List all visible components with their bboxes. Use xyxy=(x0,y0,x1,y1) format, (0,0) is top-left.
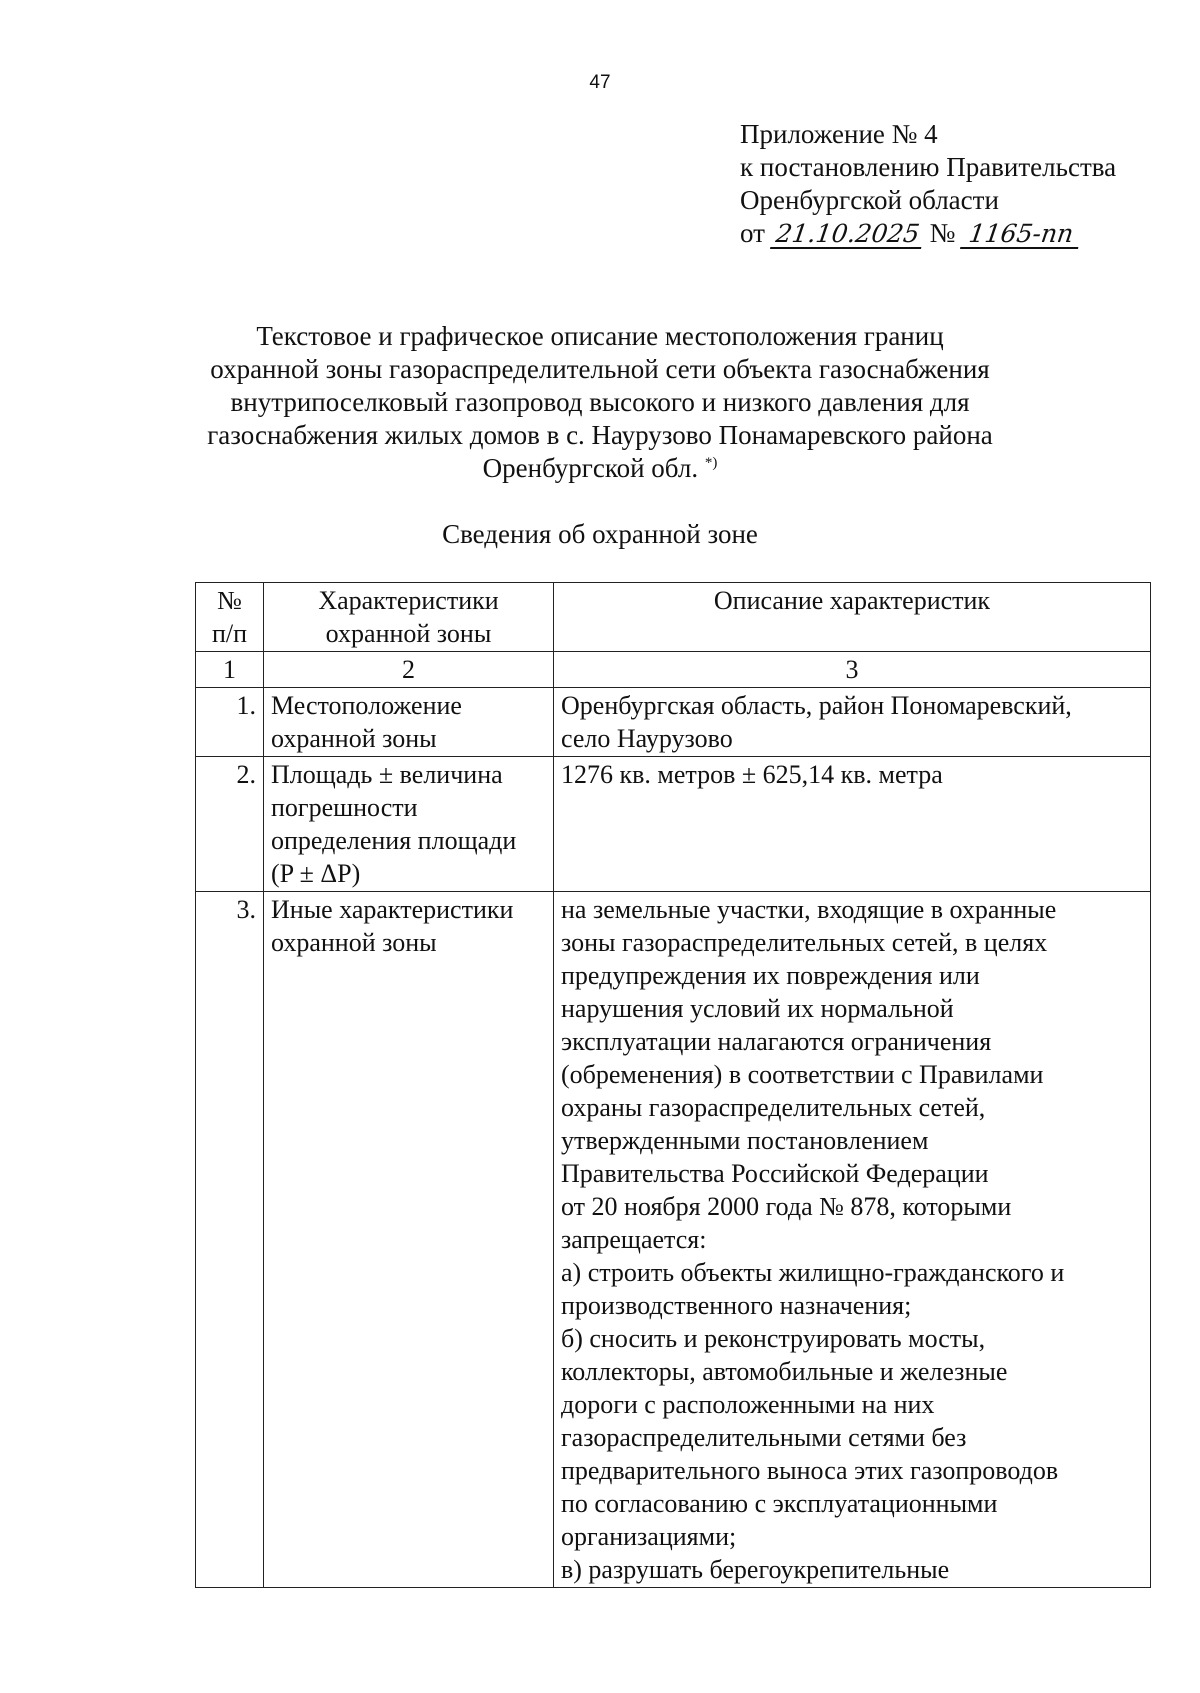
appendix-line-2: к постановлению Правительства xyxy=(740,152,1117,182)
description-line: утвержденными постановлением xyxy=(561,1126,929,1155)
description-line: организациями; xyxy=(561,1522,737,1551)
document-title xyxy=(150,320,1050,485)
description-line: производственного назначения; xyxy=(561,1291,912,1320)
table-row xyxy=(196,688,1151,757)
description-line: Правительства Российской Федерации xyxy=(561,1159,989,1188)
row-number: 1. xyxy=(196,688,264,757)
row-description xyxy=(554,892,1151,1588)
description-line: газораспределительными сетями без xyxy=(561,1423,967,1452)
header-number xyxy=(196,583,264,652)
index-cell-2: 2 xyxy=(264,652,554,688)
description-line: (обременения) в соответствии с Правилами xyxy=(561,1060,1044,1089)
header-characteristics-line-1: Характеристики xyxy=(318,586,499,615)
description-line: Оренбургская область, район Пономаревский, xyxy=(561,691,1072,720)
title-line-1: Текстовое и графическое описание местоположения границ xyxy=(256,321,944,351)
description-line: в) разрушать берегоукрепительные xyxy=(561,1555,950,1584)
characteristic-line: (P ± ΔP) xyxy=(271,859,361,888)
description-line: предупреждения их повреждения или xyxy=(561,961,980,990)
appendix-block xyxy=(740,118,1180,250)
appendix-from-prefix: от xyxy=(740,218,765,248)
header-number-line-1: № xyxy=(217,586,242,615)
header-characteristics-line-2: охранной зоны xyxy=(325,619,492,648)
appendix-line-3: Оренбургской области xyxy=(740,185,999,215)
row-number: 3. xyxy=(196,892,264,1588)
description-line: от 20 ноября 2000 года № 878, которыми xyxy=(561,1192,1012,1221)
description-line: 1276 кв. метров ± 625,14 кв. метра xyxy=(561,760,943,789)
protection-zone-table xyxy=(195,582,1151,1588)
characteristic-line: Местоположение xyxy=(271,691,462,720)
index-cell-1: 1 xyxy=(196,652,264,688)
description-line: б) сносить и реконструировать мосты, xyxy=(561,1324,986,1353)
description-line: запрещается: xyxy=(561,1225,707,1254)
description-line: эксплуатации налагаются ограничения xyxy=(561,1027,992,1056)
title-line-2: охранной зоны газораспределительной сети объекта газоснабжения xyxy=(210,354,990,384)
appendix-date-line xyxy=(740,217,1180,250)
row-characteristic xyxy=(264,688,554,757)
description-line: на земельные участки, входящие в охранные xyxy=(561,895,1057,924)
title-line-5-text: Оренбургской обл. xyxy=(482,453,699,483)
handwritten-date: 21.10.2025 xyxy=(770,221,925,249)
header-description-line-1: Описание характеристик xyxy=(713,586,991,615)
page-number: 47 xyxy=(589,72,611,93)
index-cell-3: 3 xyxy=(554,652,1151,688)
characteristic-line: погрешности xyxy=(271,793,418,822)
title-line-5 xyxy=(150,452,1050,485)
row-description xyxy=(554,688,1151,757)
header-characteristics xyxy=(264,583,554,652)
header-number-line-2: п/п xyxy=(211,619,248,648)
description-line: дороги с расположенными на них xyxy=(561,1390,935,1419)
row-characteristic xyxy=(264,892,554,1588)
table-row xyxy=(196,757,1151,892)
description-line: нарушения условий их нормальной xyxy=(561,994,954,1023)
description-line: охраны газораспределительных сетей, xyxy=(561,1093,986,1122)
description-line: село Наурузово xyxy=(561,724,733,753)
row-characteristic xyxy=(264,757,554,892)
row-description xyxy=(554,757,1151,892)
table-header-row xyxy=(196,583,1151,652)
description-line: по согласованию с эксплуатационными xyxy=(561,1489,998,1518)
description-line: зоны газораспределительных сетей, в целях xyxy=(561,928,1048,957)
description-line: коллекторы, автомобильные и железные xyxy=(561,1357,1008,1386)
handwritten-number: 1165-пп xyxy=(960,221,1082,249)
characteristic-line: определения площади xyxy=(271,826,517,855)
characteristic-line: Площадь ± величина xyxy=(271,760,503,789)
table-row xyxy=(196,892,1151,1588)
characteristic-line: охранной зоны xyxy=(271,928,437,957)
characteristic-line: охранной зоны xyxy=(271,724,437,753)
appendix-line-1: Приложение № 4 xyxy=(740,119,938,149)
row-number: 2. xyxy=(196,757,264,892)
header-description xyxy=(554,583,1151,652)
characteristic-line: Иные характеристики xyxy=(271,895,514,924)
title-line-4: газоснабжения жилых домов в с. Наурузово Понамаревского района xyxy=(207,420,993,450)
section-title: Сведения об охранной зоне xyxy=(442,519,758,549)
footnote-mark: *) xyxy=(704,455,718,471)
description-line: а) строить объекты жилищно-гражданского и xyxy=(561,1258,1065,1287)
table-index-row xyxy=(196,652,1151,688)
description-line: предварительного выноса этих газопроводов xyxy=(561,1456,1059,1485)
title-line-3: внутрипоселковый газопровод высокого и низкого давления для xyxy=(230,387,970,417)
appendix-number-sign: № xyxy=(929,218,956,248)
